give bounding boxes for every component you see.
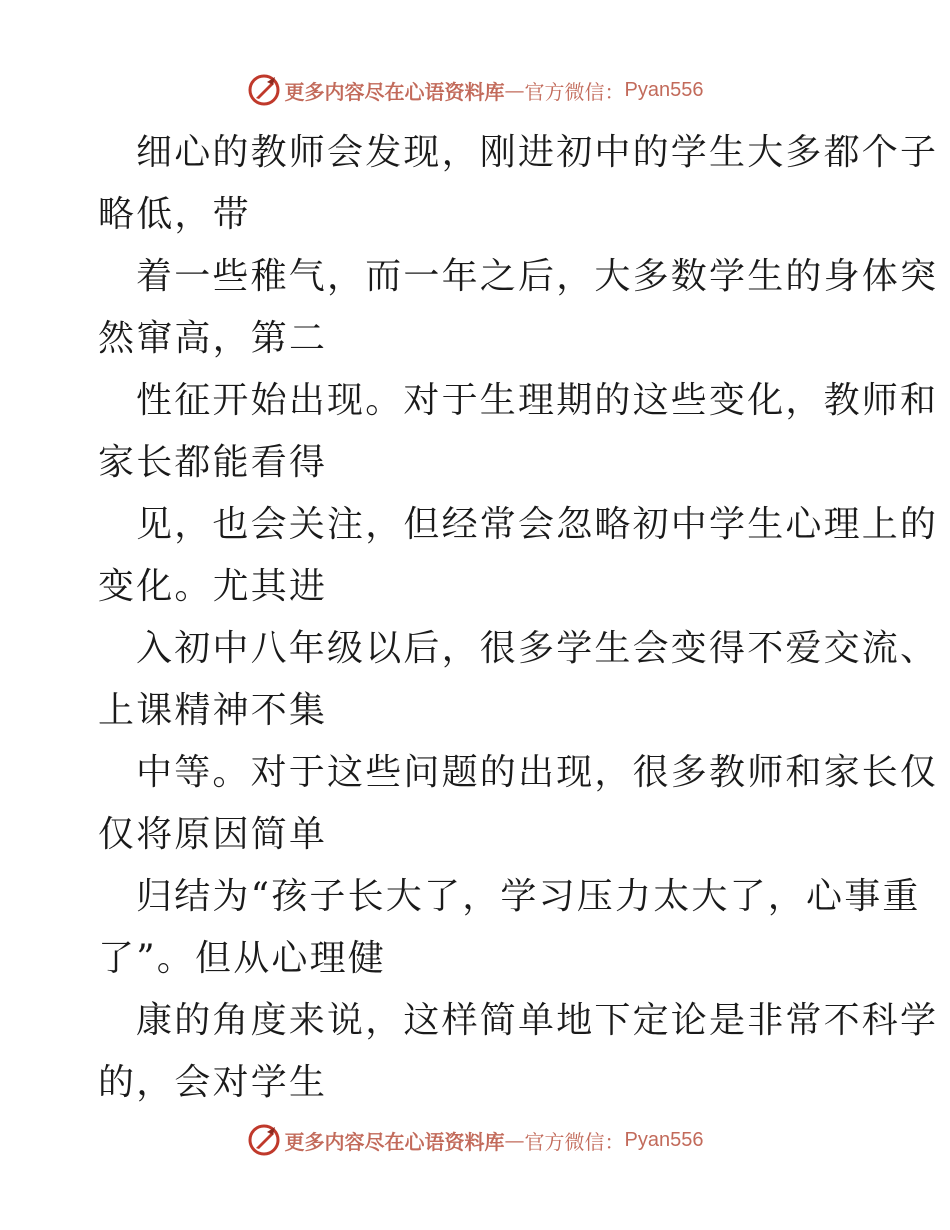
text-line: 了”。但从心理健 [98, 938, 387, 979]
text-line: 然窜高，第二 [98, 318, 328, 359]
text-line: 见，也会关注，但经常会忽略初中学生心理上的 [136, 504, 939, 545]
footer-banner-label: 官方微信： [524, 1129, 625, 1154]
text-line: 仅将原因简单 [98, 814, 328, 855]
text-line: 归结为“孩子长大了，学习压力太大了，心事重 [136, 876, 921, 917]
quill-logo-icon [247, 1123, 281, 1157]
text-line: 性征开始出现。对于生理期的这些变化，教师和 [136, 380, 939, 421]
footer-banner-separator: — [504, 1128, 525, 1152]
header-banner-title: 更多内容尽在心语资料库 [284, 79, 505, 104]
footer-banner [0, 1120, 950, 1160]
text-line: 中等。对于这些问题的出现，很多教师和家长仅 [136, 752, 939, 793]
text-line: 变化。尤其进 [98, 566, 328, 607]
quill-logo-icon [247, 73, 281, 107]
text-line: 上课精神不集 [98, 690, 328, 731]
header-banner-separator: — [504, 78, 525, 102]
text-line: 细心的教师会发现，刚进初中的学生大多都个子 [136, 132, 939, 173]
text-line: 家长都能看得 [98, 442, 328, 483]
text-line: 着一些稚气，而一年之后，大多数学生的身体突 [136, 256, 939, 297]
text-line: 略低，带 [98, 194, 251, 235]
footer-banner-account: Pyan556 [624, 1128, 704, 1151]
header-banner [0, 70, 950, 110]
text-line: 入初中八年级以后，很多学生会变得不爱交流、 [136, 628, 939, 669]
header-banner-account: Pyan556 [624, 78, 704, 101]
text-line: 康的角度来说，这样简单地下定论是非常不科学 [136, 1000, 939, 1041]
header-banner-label: 官方微信： [524, 79, 625, 104]
body-text [98, 122, 939, 1114]
footer-banner-title: 更多内容尽在心语资料库 [284, 1129, 505, 1154]
text-line: 的，会对学生 [98, 1062, 328, 1103]
